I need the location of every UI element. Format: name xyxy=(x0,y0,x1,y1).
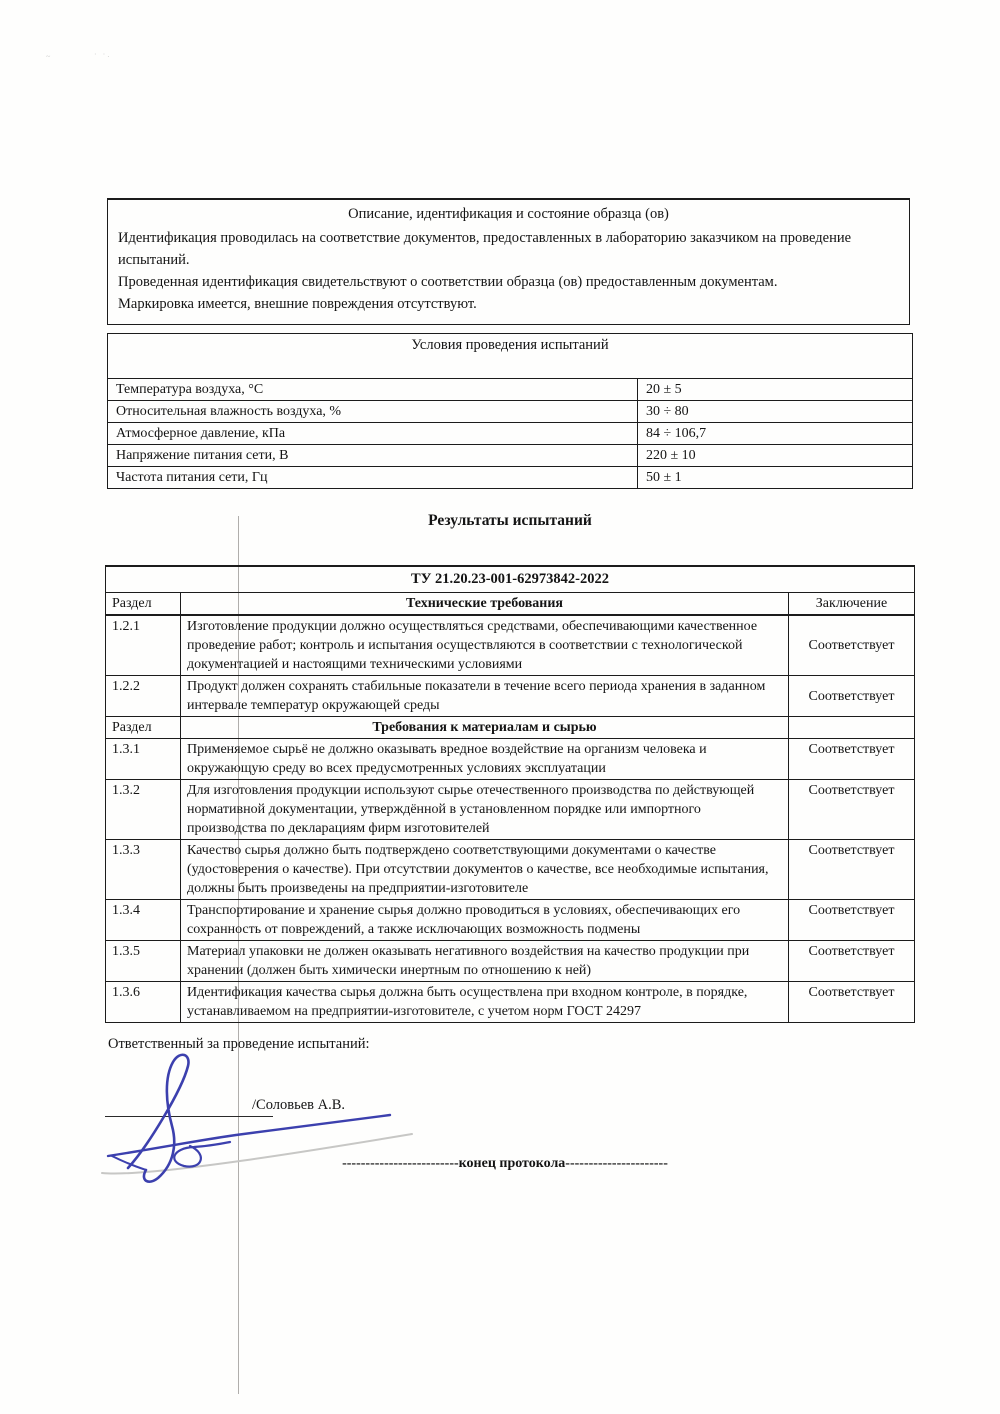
table-row xyxy=(106,982,915,1023)
section-cell: 1.3.5 xyxy=(106,941,181,982)
column-header-section: Раздел xyxy=(106,593,181,616)
conclusion-cell: Соответствует xyxy=(789,941,915,982)
scan-artifact-mark: ~ xyxy=(46,52,53,61)
requirement-cell: Изготовление продукции должно осуществляться средствами, обеспечивающими качественное проведение работ; контроль и испытания осуществляются в соответствии с технологической документацией и настоящими техническими условиями xyxy=(181,615,789,676)
results-table-title: ТУ 21.20.23-001-62973842-2022 xyxy=(106,566,915,593)
table-row xyxy=(108,379,913,401)
table-row xyxy=(106,676,915,717)
description-box-title: Описание, идентификация и состояние образца (ов) xyxy=(348,206,669,222)
section-cell: Раздел xyxy=(106,717,181,739)
table-row xyxy=(108,467,913,489)
conclusion-cell: Соответствует xyxy=(789,840,915,900)
column-header-requirement: Технические требования xyxy=(181,593,789,616)
conclusion-cell: Соответствует xyxy=(789,615,915,676)
table-row xyxy=(108,445,913,467)
requirement-cell: Продукт должен сохранять стабильные показатели в течение всего периода хранения в заданном интервале температур окружающей среды xyxy=(181,676,789,717)
conclusion-cell: Соответствует xyxy=(789,780,915,840)
test-conditions-table xyxy=(107,333,913,489)
end-of-protocol-text: -------------------------конец протокола---------------------- xyxy=(342,1156,668,1171)
table-row xyxy=(106,615,915,676)
signature-name: /Соловьев А.В. xyxy=(252,1097,346,1113)
column-header-conclusion: Заключение xyxy=(789,593,915,616)
conclusion-cell: Соответствует xyxy=(789,982,915,1023)
condition-label: Температура воздуха, °С xyxy=(108,379,638,401)
conclusion-cell: Соответствует xyxy=(789,739,915,780)
table-row xyxy=(106,941,915,982)
section-cell: 1.2.2 xyxy=(106,676,181,717)
condition-label: Атмосферное давление, кПа xyxy=(108,423,638,445)
requirement-cell: Качество сырья должно быть подтверждено соответствующими документами о качестве (удостоверения о качестве). При отсутствии документов о качестве, все необходимые испытания, должны быть произведены на предприятии-изготовителе xyxy=(181,840,789,900)
sample-description-box xyxy=(107,198,910,325)
requirement-cell: Применяемое сырьё не должно оказывать вредное воздействие на организм человека и окружающую среду во всех предусмотренных условиях эксплуатации xyxy=(181,739,789,780)
requirement-cell: Транспортирование и хранение сырья должно проводиться в условиях, обеспечивающих его сохранность от повреждений, а также исключающих возможность подмены xyxy=(181,900,789,941)
table-row xyxy=(106,900,915,941)
condition-value: 84 ÷ 106,7 xyxy=(638,423,913,445)
section-cell: 1.3.1 xyxy=(106,739,181,780)
results-table xyxy=(105,565,915,1023)
requirement-cell: Материал упаковки не должен оказывать негативного воздействия на качество продукции при хранении (должен быть химически инертным по отношению к ней) xyxy=(181,941,789,982)
table-row xyxy=(106,780,915,840)
conclusion-cell: Соответствует xyxy=(789,900,915,941)
table-row xyxy=(106,566,915,593)
requirement-cell: Для изготовления продукции используют сырье отечественного производства по действующей нормативной документации, утверждённой в установленном порядке или импортного производства по декларациям фирм изготовителей xyxy=(181,780,789,840)
section-cell: 1.3.4 xyxy=(106,900,181,941)
requirement-cell: Идентификация качества сырья должна быть осуществлена при входном контроле, в порядке, устанавливаемом на предприятии-изготовителе, с учетом норм ГОСТ 24297 xyxy=(181,982,789,1023)
section-cell: 1.3.3 xyxy=(106,840,181,900)
table-row xyxy=(108,401,913,423)
results-heading: Результаты испытаний xyxy=(428,512,592,529)
section-cell: 1.3.6 xyxy=(106,982,181,1023)
condition-label: Частота питания сети, Гц xyxy=(108,467,638,489)
table-header-row xyxy=(106,593,915,616)
table-subheader-row xyxy=(106,717,915,739)
description-line: Маркировка имеется, внешние повреждения отсутствуют. xyxy=(118,296,477,312)
description-line: Идентификация проводилась на соответствие документов, предоставленных в лабораторию заказчиком на проведение испытаний. xyxy=(118,230,852,268)
condition-label: Относительная влажность воздуха, % xyxy=(108,401,638,423)
table-row xyxy=(106,739,915,780)
conditions-table-title: Условия проведения испытаний xyxy=(108,334,913,379)
scan-artifact-mark: · ·. xyxy=(94,50,112,59)
conclusion-cell xyxy=(789,717,915,739)
section-cell: 1.3.2 xyxy=(106,780,181,840)
condition-value: 220 ± 10 xyxy=(638,445,913,467)
condition-value: 20 ± 5 xyxy=(638,379,913,401)
table-row xyxy=(108,334,913,379)
condition-value: 30 ÷ 80 xyxy=(638,401,913,423)
section-cell: 1.2.1 xyxy=(106,615,181,676)
responsible-label: Ответственный за проведение испытаний: xyxy=(108,1036,370,1052)
table-row xyxy=(108,423,913,445)
table-row xyxy=(106,840,915,900)
condition-label: Напряжение питания сети, В xyxy=(108,445,638,467)
conclusion-cell: Соответствует xyxy=(789,676,915,717)
description-line: Проведенная идентификация свидетельствуют о соответствии образца (ов) предоставленным документам. xyxy=(118,274,778,290)
condition-value: 50 ± 1 xyxy=(638,467,913,489)
subheader-title: Требования к материалам и сырью xyxy=(181,717,789,739)
